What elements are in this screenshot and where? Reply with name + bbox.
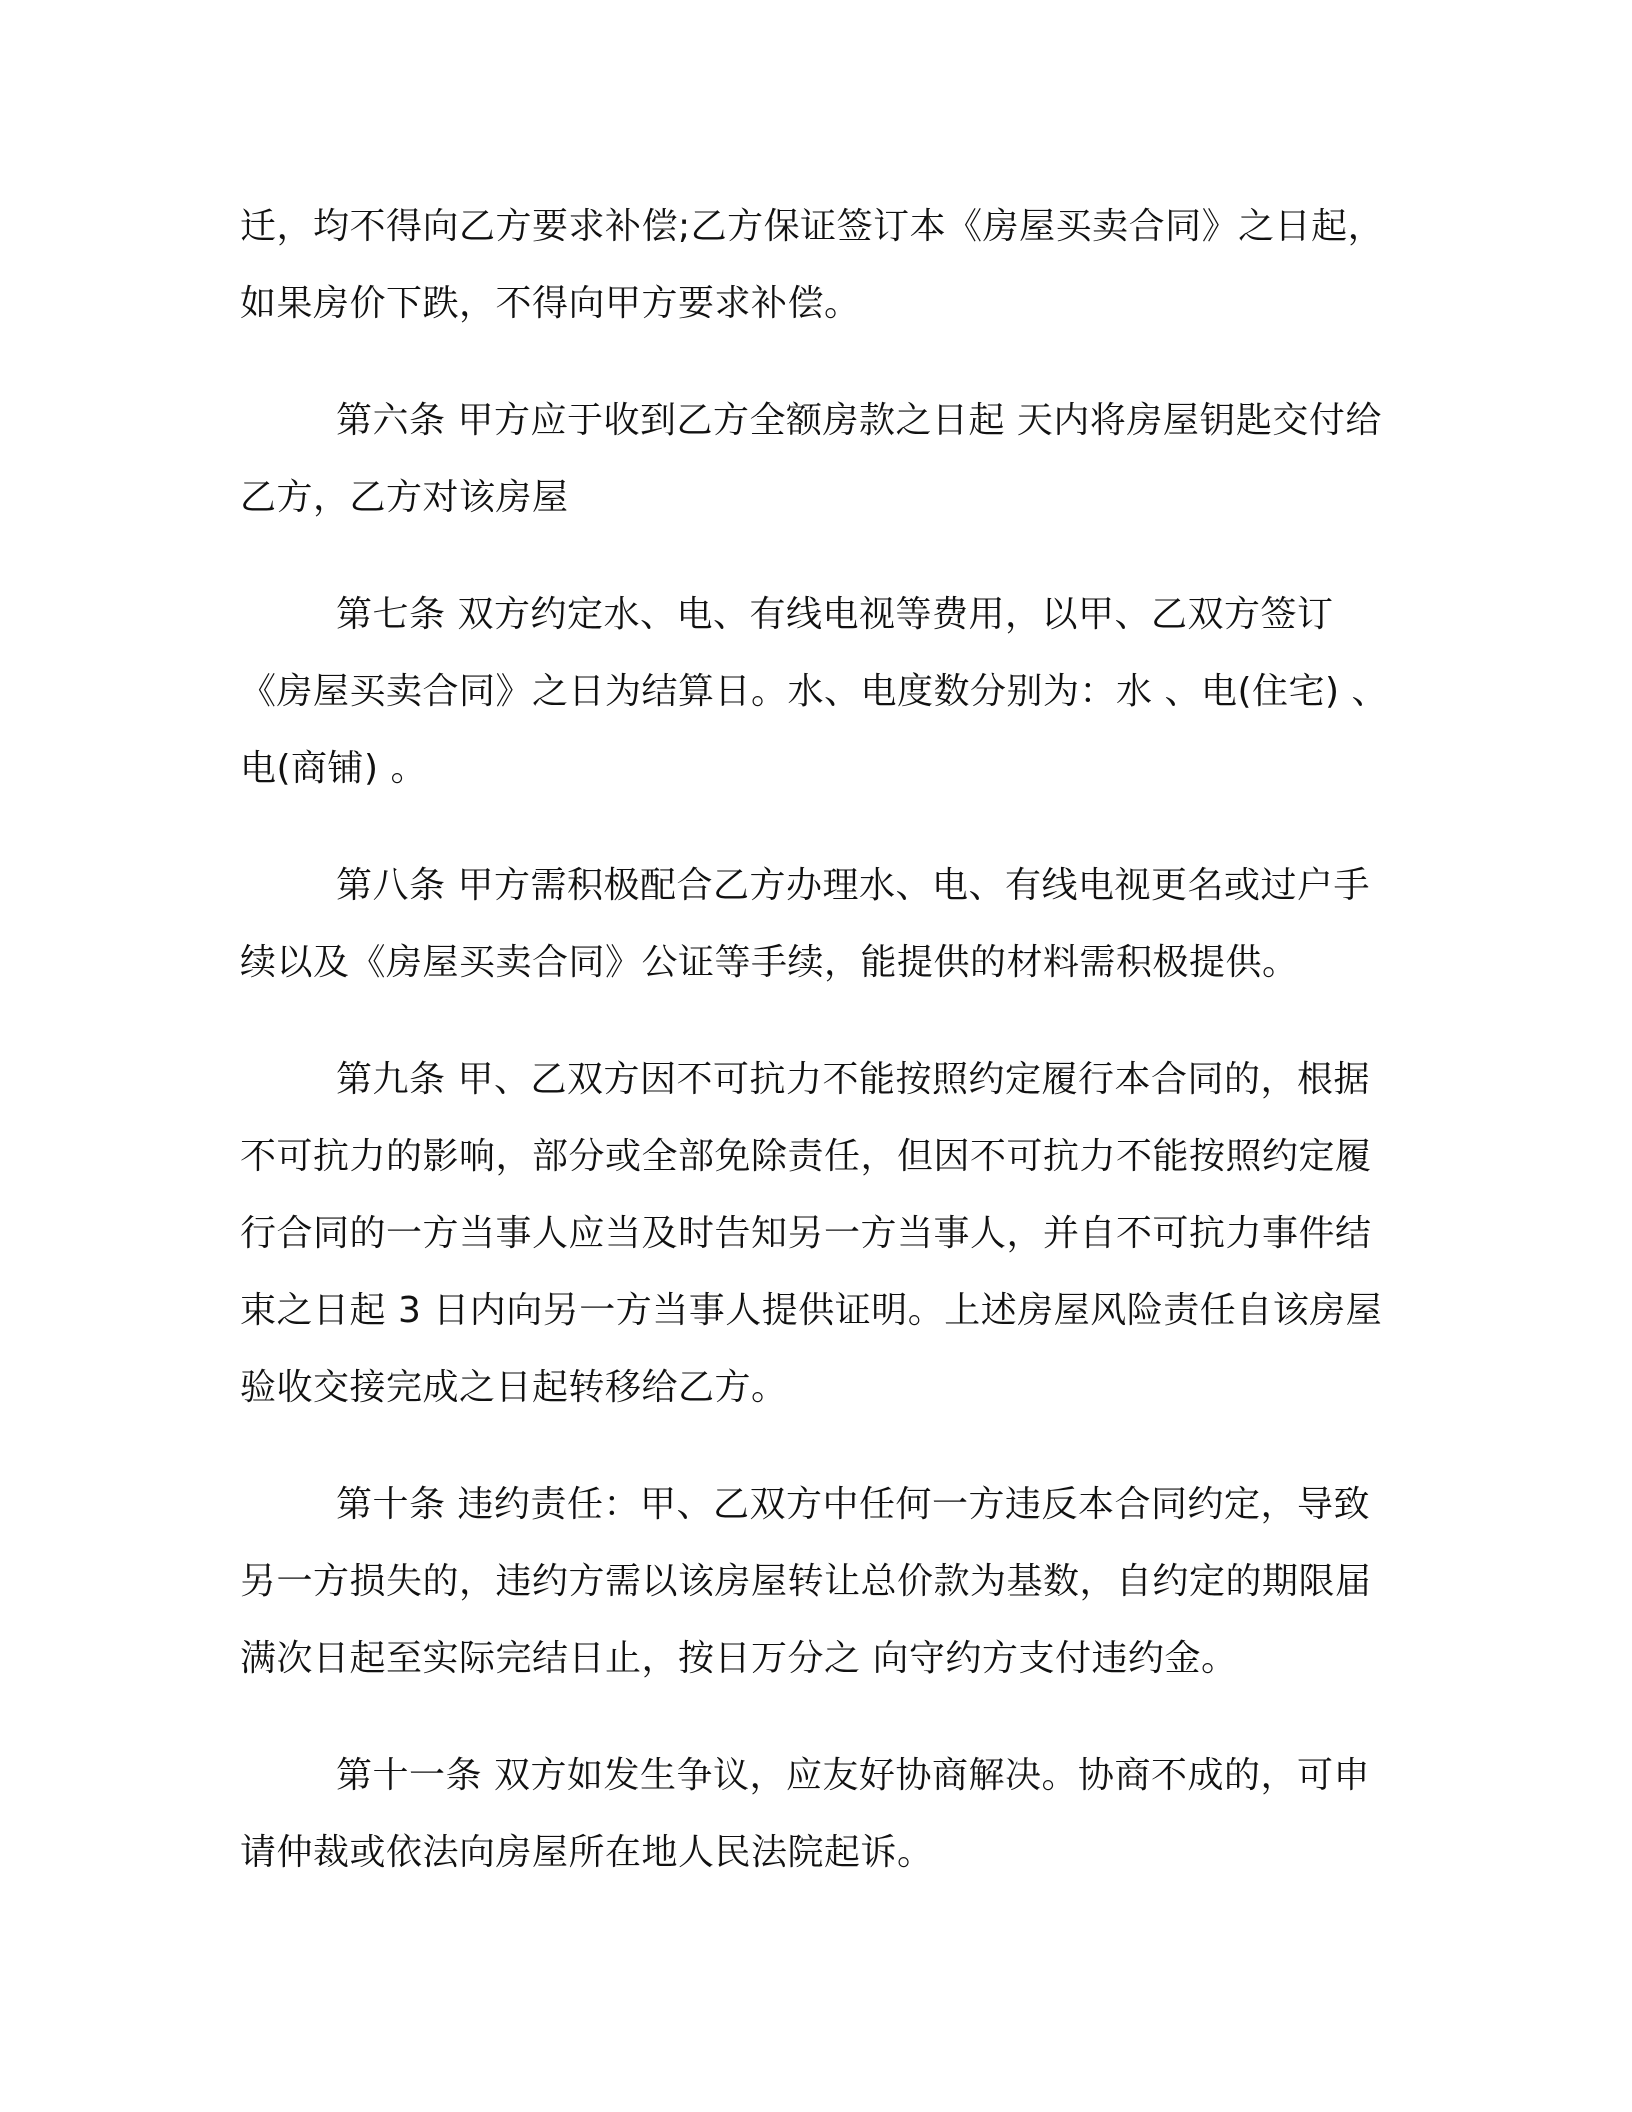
paragraph-article-7: 第七条 双方约定水、电、有线电视等费用，以甲、乙双方签订《房屋买卖合同》之日为结算日。水、电度数分别为：水 、电(住宅) 、电(商铺) 。 (240, 594, 1388, 789)
paragraph-article-11: 第十一条 双方如发生争议，应友好协商解决。协商不成的，可申请仲裁或依法向房屋所在地人民法院起诉。 (240, 1755, 1370, 1873)
paragraph-continuation: 迁，均不得向乙方要求补偿;乙方保证签订本《房屋买卖合同》之日起，如果房价下跌，不得向甲方要求补偿。 (240, 206, 1385, 324)
paragraph-article-10: 第十条 违约责任：甲、乙双方中任何一方违反本合同约定，导致另一方损失的，违约方需以该房屋转让总价款为基数，自约定的期限届满次日起至实际完结日止，按日万分之 向守约方支付违约金。 (240, 1484, 1372, 1679)
document-body (240, 188, 1390, 1931)
paragraph-article-9: 第九条 甲、乙双方因不可抗力不能按照约定履行本合同的，根据不可抗力的影响，部分或全部免除责任，但因不可抗力不能按照约定履行合同的一方当事人应当及时告知另一方当事人，并自不可抗力事件结束之日起 3 日内向另一方当事人提供证明。上述房屋风险责任自该房屋验收交接完成之日起转移给乙方。 (240, 1059, 1383, 1408)
paragraph-article-6: 第六条 甲方应于收到乙方全额房款之日起 天内将房屋钥匙交付给乙方，乙方对该房屋 (240, 400, 1382, 518)
paragraph-article-8: 第八条 甲方需积极配合乙方办理水、电、有线电视更名或过户手续以及《房屋买卖合同》公证等手续，能提供的材料需积极提供。 (240, 865, 1370, 983)
